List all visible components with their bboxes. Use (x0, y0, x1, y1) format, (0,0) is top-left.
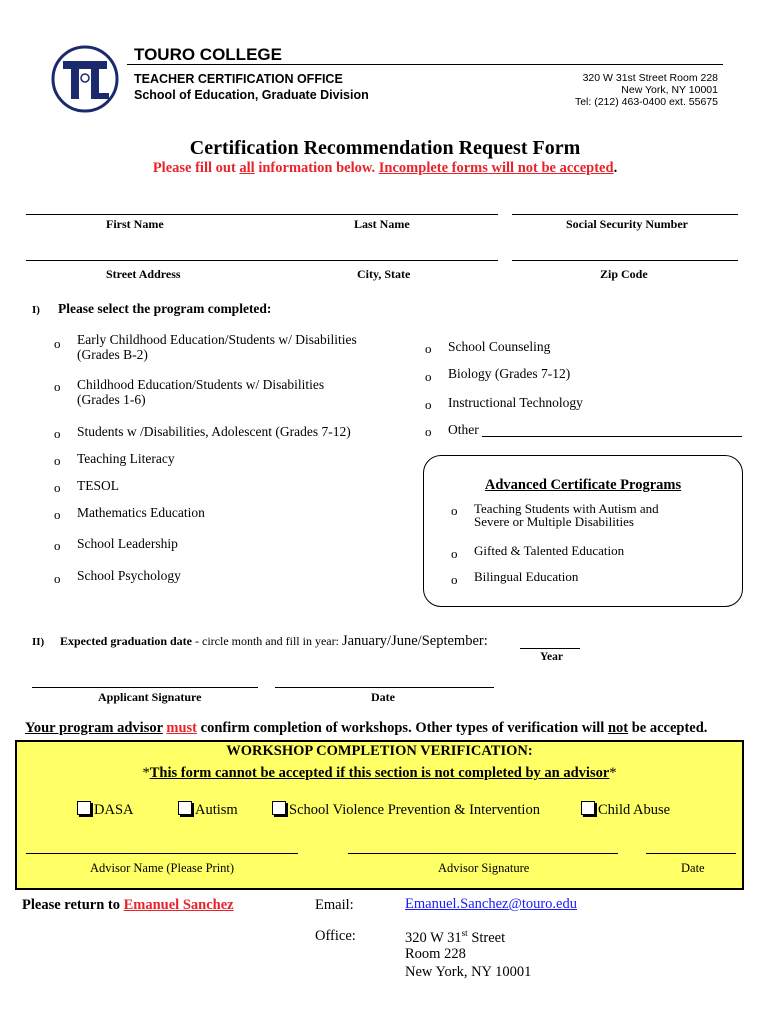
return-pre: Please return to (22, 897, 124, 913)
warning-text: This form cannot be accepted if this section is not completed by an advisor (149, 765, 610, 781)
radio-psychology[interactable]: o (54, 571, 61, 586)
office-line-2: Room 228 (405, 946, 466, 962)
applicant-date-line[interactable] (275, 687, 494, 688)
option-tesol: TESOL (77, 478, 119, 493)
ssn-line[interactable] (512, 214, 738, 215)
radio-counseling[interactable]: o (425, 341, 432, 356)
option-math: Mathematics Education (77, 505, 205, 520)
radio-bilingual[interactable]: o (451, 572, 458, 587)
return-to (22, 897, 234, 914)
option-autism-line2: Severe or Multiple Disabilities (474, 514, 634, 529)
option-autism-severe (474, 502, 659, 528)
address-line[interactable] (26, 260, 498, 261)
college-name: TOURO COLLEGE (134, 45, 282, 64)
header-address-2: New York, NY 10001 (621, 84, 718, 96)
checkbox-icon[interactable] (178, 801, 192, 815)
section-1-heading: Please select the program completed: (58, 301, 272, 316)
radio-autism-severe[interactable]: o (451, 503, 458, 518)
workshop-warning (15, 765, 744, 782)
section-1-num: I) (32, 304, 40, 316)
option-bilingual: Bilingual Education (474, 569, 579, 584)
option-literacy: Teaching Literacy (77, 451, 175, 466)
advanced-title: Advanced Certificate Programs (484, 477, 682, 493)
instr-end: . (613, 160, 618, 176)
advisor-note (25, 720, 707, 737)
applicant-signature-line[interactable] (32, 687, 258, 688)
warning-star-2: * (609, 765, 617, 781)
checkbox-icon[interactable] (581, 801, 595, 815)
option-childhood-line1: Childhood Education/Students w/ Disabilities (77, 377, 325, 392)
advisor-date-line[interactable] (646, 853, 736, 854)
ssn-label: Social Security Number (566, 217, 688, 231)
advisor-note-mid: confirm completion of workshops. Other types of verification will (197, 720, 608, 736)
advisor-name-line[interactable] (26, 853, 298, 854)
last-name-label: Last Name (354, 217, 410, 231)
option-other: Other (448, 422, 479, 437)
first-name-label: First Name (106, 217, 164, 231)
applicant-signature-label: Applicant Signature (98, 690, 202, 704)
email-link[interactable]: Emanuel.Sanchez@touro.edu (405, 896, 577, 912)
instr-incomplete: Incomplete forms will not be accepted (378, 160, 614, 176)
graduation-hint: - circle month and fill in year (192, 634, 336, 648)
option-early-childhood (77, 332, 357, 362)
graduation-label: Expected graduation date (60, 634, 192, 648)
checkbox-icon[interactable] (77, 801, 91, 815)
advisor-note-end: be accepted. (628, 720, 708, 736)
return-name: Emanuel Sanchez (123, 897, 234, 913)
section-2-num: II) (32, 636, 45, 648)
checkbox-violence-label: School Violence Prevention & Intervention (289, 802, 540, 818)
checkbox-dasa[interactable] (77, 801, 133, 819)
radio-adolescent[interactable]: o (54, 426, 61, 441)
advisor-date-label: Date (681, 861, 705, 875)
name-line[interactable] (26, 214, 498, 215)
radio-leadership[interactable]: o (54, 538, 61, 553)
radio-literacy[interactable]: o (54, 453, 61, 468)
checkbox-child-abuse-label: Child Abuse (598, 802, 671, 818)
form-title: Certification Recommendation Request Form (189, 137, 581, 159)
city-state-label: City, State (357, 267, 411, 281)
touro-logo (50, 44, 120, 114)
office-street-name: Street (467, 929, 506, 946)
office-name: TEACHER CERTIFICATION OFFICE (134, 72, 343, 86)
advisor-note-must: must (166, 720, 198, 736)
option-gifted: Gifted & Talented Education (474, 543, 625, 558)
option-psychology: School Psychology (77, 568, 181, 583)
warning-star-1: * (142, 765, 150, 781)
option-childhood (77, 377, 324, 407)
option-leadership: School Leadership (77, 536, 178, 551)
option-childhood-line2: (Grades 1-6) (77, 392, 146, 407)
office-label: Office: (315, 928, 356, 944)
checkbox-violence[interactable] (272, 801, 540, 819)
zip-label: Zip Code (600, 267, 648, 281)
office-street-sup: st (461, 928, 468, 938)
email-label: Email: (315, 897, 354, 913)
advisor-name-label: Advisor Name (Please Print) (90, 861, 235, 875)
header-rule (127, 64, 723, 65)
graduation-date (60, 633, 488, 650)
office-line-1 (405, 928, 505, 947)
advisor-note-pre: Your program advisor (25, 720, 163, 736)
radio-other[interactable]: o (425, 424, 432, 439)
option-counseling: School Counseling (448, 339, 551, 354)
year-label: Year (540, 651, 563, 663)
office-street-num: 320 W 31 (405, 929, 462, 946)
advisor-signature-line[interactable] (348, 853, 618, 854)
option-autism-line1: Teaching Students with Autism and (474, 501, 659, 516)
graduation-months[interactable]: January/June/September: (341, 633, 488, 649)
zip-line[interactable] (512, 260, 738, 261)
street-label: Street Address (106, 267, 181, 281)
radio-gifted[interactable]: o (451, 546, 458, 561)
checkbox-autism[interactable] (178, 801, 238, 819)
radio-biology[interactable]: o (425, 369, 432, 384)
option-instructional-tech: Instructional Technology (448, 395, 583, 410)
option-adolescent: Students w /Disabilities, Adolescent (Grades 7-12) (77, 424, 351, 439)
year-line[interactable] (520, 648, 580, 649)
instr-mid: information below. (254, 160, 379, 176)
workshop-title: WORKSHOP COMPLETION VERIFICATION: (226, 743, 533, 759)
radio-math[interactable]: o (54, 507, 61, 522)
instr-all: all (239, 160, 255, 176)
advisor-signature-label: Advisor Signature (438, 861, 530, 875)
radio-early-childhood[interactable]: o (54, 336, 61, 351)
instr-pre: Please fill out (152, 160, 240, 176)
advisor-note-not: not (607, 720, 629, 736)
radio-tesol[interactable]: o (54, 480, 61, 495)
office-line-3: New York, NY 10001 (405, 964, 532, 980)
radio-instructional-tech[interactable]: o (425, 397, 432, 412)
header-tel: Tel: (212) 463-0400 ext. 55675 (574, 96, 718, 108)
checkbox-child-abuse[interactable] (581, 801, 670, 819)
checkbox-dasa-label: DASA (94, 802, 134, 818)
checkbox-autism-label: Autism (195, 802, 238, 818)
other-line[interactable] (482, 436, 742, 437)
option-biology: Biology (Grades 7-12) (448, 366, 571, 381)
option-early-childhood-line1: Early Childhood Education/Students w/ Disabilities (77, 332, 357, 347)
header-address-1: 320 W 31st Street Room 228 (582, 72, 718, 84)
division-name: School of Education, Graduate Division (134, 88, 369, 102)
applicant-date-label: Date (371, 690, 395, 704)
form-instructions (0, 160, 770, 177)
graduation-colon: : (335, 634, 339, 648)
radio-childhood[interactable]: o (54, 379, 61, 394)
checkbox-icon[interactable] (272, 801, 286, 815)
option-early-childhood-line2: (Grades B-2) (77, 347, 148, 362)
